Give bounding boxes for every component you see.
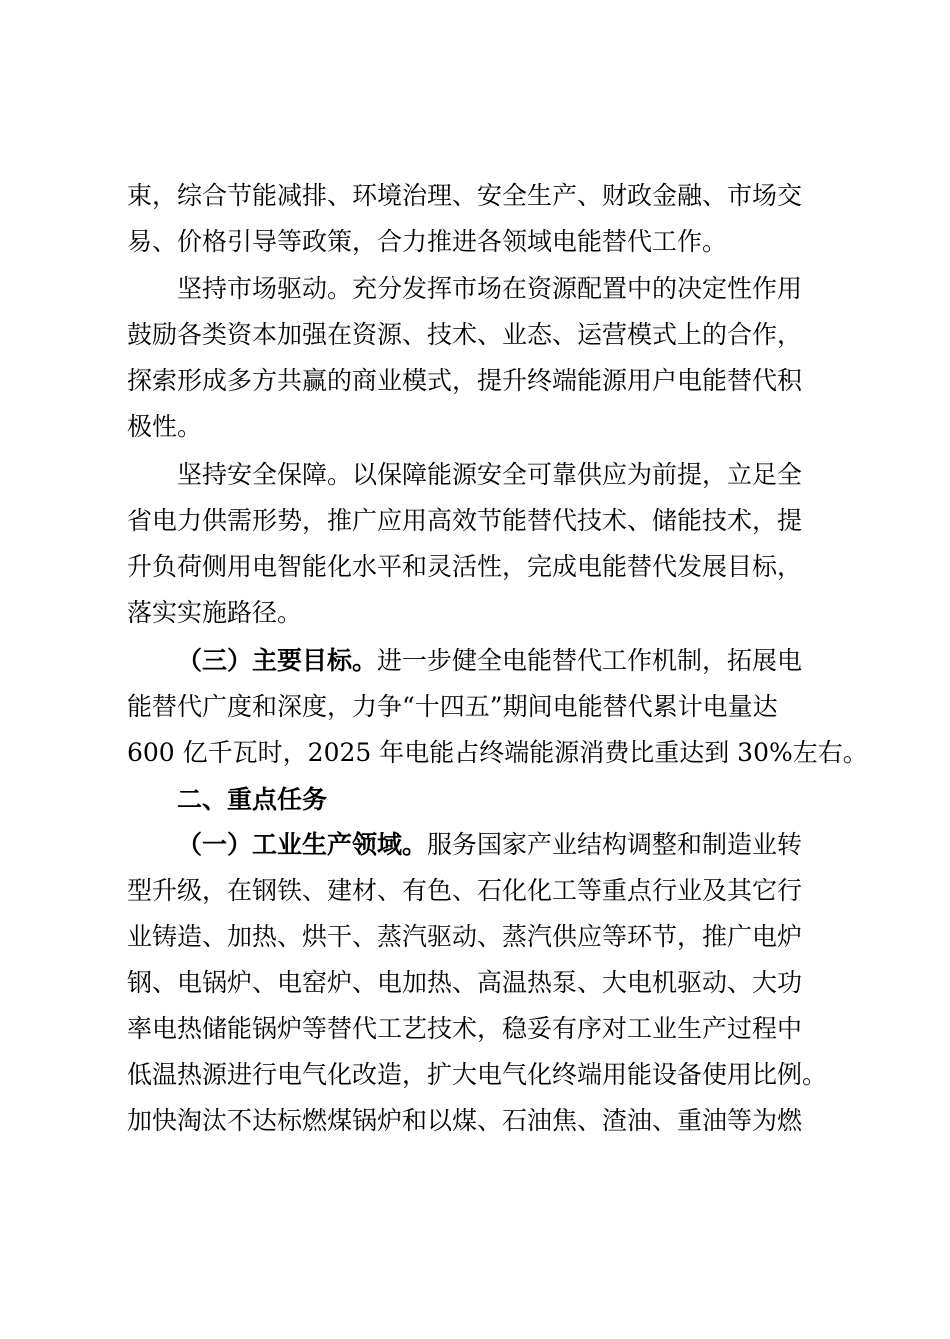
paragraph-line [0,730,950,776]
industry-line [177,822,802,868]
industry-heading: （一）工业生产领域。 [177,830,428,859]
paragraph-line [0,358,950,404]
paragraph-line [0,544,950,590]
goal-text: 进一步健全电能替代工作机制，拓展电 [377,646,803,675]
line-text: 束，综合节能减排、环境治理、安全生产、财政金融、市场交 [127,181,803,210]
paragraph-line [0,914,950,960]
line-text: 率电热储能锅炉等替代工艺技术，稳妥有序对工业生产过程中 [127,1014,803,1043]
line-text: 省电力供需形势，推广应用高效节能替代技术、储能技术，提 [127,506,803,535]
paragraph-line [0,266,950,312]
paragraph-line [0,1052,950,1098]
line-text: 鼓励各类资本加强在资源、技术、业态、运营模式上的合作， [127,320,803,349]
line-text: 业铸造、加热、烘干、蒸汽驱动、蒸汽供应等环节，推广电炉 [127,922,803,951]
line-text: 落实实施路径。 [127,598,303,627]
paragraph-line [0,173,950,219]
line-text: 600 亿千瓦时，2025 年电能占终端能源消费比重达到 30%左右。 [127,738,868,767]
line-text: 能替代广度和深度，力争“十四五”期间电能替代累计电量达 [127,692,778,721]
line-text: 加快淘汰不达标燃煤锅炉和以煤、石油焦、渣油、重油等为燃 [127,1106,803,1135]
line-text: 坚持安全保障。以保障能源安全可靠供应为前提，立足全 [177,460,803,489]
section-heading-line [0,777,950,823]
line-text: 升负荷侧用电智能化水平和灵活性，完成电能替代发展目标， [127,552,803,581]
paragraph-line [0,1006,950,1052]
line-text: 坚持市场驱动。充分发挥市场在资源配置中的决定性作用 [177,274,803,303]
line-text: 探索形成多方共赢的商业模式，提升终端能源用户电能替代积 [127,366,803,395]
goal-paragraph-line [0,638,950,684]
paragraph-line [0,404,950,450]
paragraph-line [0,868,950,914]
goal-line [177,638,802,684]
paragraph-line [0,960,950,1006]
goal-heading: （三）主要目标。 [177,646,378,675]
paragraph-line [0,312,950,358]
paragraph-line [0,590,950,636]
line-text: 钢、电锅炉、电窑炉、电加热、高温热泵、大电机驱动、大功 [127,968,803,997]
paragraph-line [0,452,950,498]
section-heading: 二、重点任务 [177,785,328,814]
line-text: 型升级，在钢铁、建材、有色、石化化工等重点行业及其它行 [127,876,803,905]
paragraph-line [0,498,950,544]
paragraph-line [0,1098,950,1144]
line-text: 易、价格引导等政策，合力推进各领域电能替代工作。 [127,227,728,256]
industry-paragraph-line [0,822,950,868]
industry-text: 服务国家产业结构调整和制造业转 [427,830,803,859]
line-text: 低温热源进行电气化改造，扩大电气化终端用能设备使用比例。 [127,1060,828,1089]
line-text: 极性。 [127,412,203,441]
paragraph-line [0,684,950,730]
paragraph-line [0,219,950,265]
